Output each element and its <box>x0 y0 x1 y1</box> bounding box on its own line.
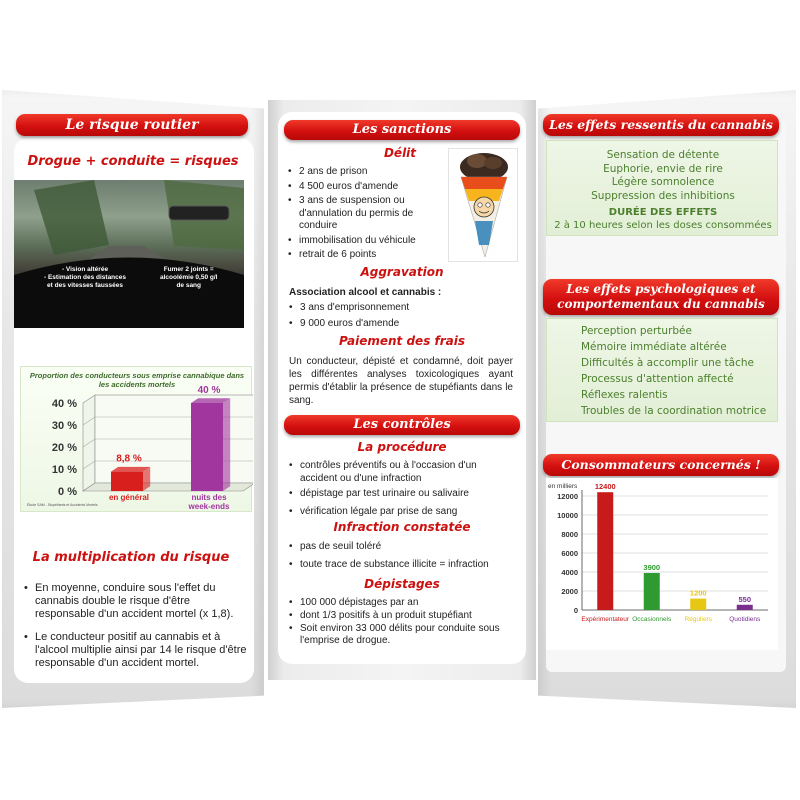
list-item: • 4 500 euros d'amende <box>288 181 444 194</box>
list-item: • vérification légale par prise de sang <box>289 506 513 519</box>
psy-banner <box>543 279 779 315</box>
x-tick-label: Réguliers <box>684 616 712 623</box>
caption-right-line: alcoolémie 0,50 g/l <box>160 274 218 281</box>
delit-list <box>288 166 444 262</box>
psy-list <box>581 323 766 419</box>
y-axis-label: en milliers <box>548 483 578 490</box>
infraction-list <box>289 541 513 571</box>
driving-photo <box>14 180 244 328</box>
x-tick-label: Expérimentateur <box>581 616 630 623</box>
psy-banner-line: comportementaux du cannabis <box>557 297 765 311</box>
bar-value-label: 1200 <box>689 588 707 598</box>
aggravation-subtitle: Association alcool et cannabis : <box>289 287 442 298</box>
photo-scene <box>14 180 244 328</box>
list-item: • Le conducteur positif au cannabis et à l'alcool multiplie ainsi par 14 le risque d'être responsable d'un accident mortel. <box>24 631 250 670</box>
depistages-heading: Dépistages <box>364 577 440 591</box>
left-chart-title: Proportion des conducteurs sous emprise cannabique dans les accidents mortels <box>29 371 245 389</box>
list-item: Difficultés à accomplir une tâche <box>581 357 754 369</box>
list-item: • 2 ans de prison <box>288 166 444 179</box>
y-tick-label: 30 % <box>51 420 77 432</box>
bar-value-label: 550 <box>738 594 752 604</box>
list-item: Perception perturbée <box>581 325 692 337</box>
bar <box>737 605 753 610</box>
y-tick-label: 4000 <box>561 568 578 577</box>
y-tick-label: 10 % <box>51 464 77 476</box>
delit-heading: Délit <box>383 146 417 160</box>
y-tick-label: 0 % <box>58 486 77 498</box>
list-item: Légère somnolence <box>611 176 715 188</box>
list-item: • toute trace de substance illicite = infraction <box>289 559 513 572</box>
caption-left-line: - Estimation des distances <box>44 274 126 281</box>
controles-banner: Les contrôles <box>284 415 520 435</box>
effets-banner: Les effets ressentis du cannabis <box>543 114 779 136</box>
left-chart <box>21 367 253 513</box>
x-tick-label: Occasionnels <box>632 616 672 623</box>
psy-box <box>546 318 778 422</box>
bar <box>690 599 706 610</box>
formula-heading: Drogue + conduite = risques <box>27 154 239 169</box>
caption-left-line: et des vitesses faussées <box>47 282 123 289</box>
duree-text: 2 à 10 heures selon les doses consommées <box>554 220 772 231</box>
list-item: • Soit environ 33 000 délits pour conduite sous l'emprise de drogue. <box>289 623 515 647</box>
left-chart-footnote: Étude SAM - Stupéfiants et Accidents Mortels <box>27 503 98 507</box>
list-item: Suppression des inhibitions <box>591 189 735 202</box>
y-tick-label: 8000 <box>561 530 578 539</box>
multiplication-list <box>24 582 250 670</box>
list-item: • immobilisation du véhicule <box>288 235 444 248</box>
list-item: • dépistage par test urinaire ou salivaire <box>289 488 513 501</box>
procedure-heading: La procédure <box>357 440 447 454</box>
list-item: Mémoire immédiate altérée <box>581 341 727 353</box>
y-tick-label: 20 % <box>51 442 77 454</box>
y-tick-label: 6000 <box>561 549 578 558</box>
sanctions-banner: Les sanctions <box>284 120 520 140</box>
caption-left-line: - Vision altérée <box>61 266 109 273</box>
photo-caption-left <box>44 266 126 290</box>
photo-caption-right <box>160 266 217 290</box>
joint-character-icon <box>449 149 519 263</box>
x-tick-label: en général <box>108 493 150 502</box>
effets-box <box>546 140 778 236</box>
list-item: • retrait de 6 points <box>288 249 444 262</box>
left-banner: Le risque routier <box>16 114 248 136</box>
x-tick-label: week-ends <box>188 502 230 511</box>
effets-list <box>547 149 779 203</box>
list-item: • 3 ans d'emprisonnement <box>289 301 509 314</box>
list-item: Sensation de détente <box>606 149 720 161</box>
conso-chart-box <box>546 478 778 650</box>
y-tick-label: 2000 <box>561 587 578 596</box>
x-tick-label: Quotidiens <box>729 616 761 623</box>
conso-banner: Consommateurs concernés ! <box>543 454 779 476</box>
bar <box>597 492 613 610</box>
aggravation-heading: Aggravation <box>360 265 444 279</box>
caption-right-line: Fumer 2 joints = <box>163 266 214 273</box>
bar-value-label: 12400 <box>594 482 616 492</box>
y-tick-label: 12000 <box>557 492 578 501</box>
infraction-heading: Infraction constatée <box>333 520 471 534</box>
list-item: Euphorie, envie de rire <box>603 162 723 175</box>
list-item: • 100 000 dépistages par an <box>289 597 515 609</box>
list-item: Réflexes ralentis <box>581 389 668 401</box>
multiplication-heading: La multiplication du risque <box>32 550 230 565</box>
bar <box>644 573 660 610</box>
y-tick-label: 40 % <box>51 398 77 410</box>
frais-heading: Paiement des frais <box>338 334 466 348</box>
bar <box>191 403 223 491</box>
list-item: • 3 ans de suspension ou d'annulation du permis de conduire <box>288 195 444 233</box>
psy-banner-line: Les effets psychologiques et <box>566 282 756 296</box>
bar-value-label: 40 % <box>197 385 221 396</box>
caption-right-line: de sang <box>176 282 201 289</box>
y-tick-label: 0 <box>573 606 578 615</box>
x-tick-label: nuits des <box>191 493 227 502</box>
list-item: Troubles de la coordination motrice <box>581 405 767 417</box>
aggravation-list <box>289 301 509 330</box>
y-tick-label: 10000 <box>557 511 578 520</box>
list-item: • En moyenne, conduire sous l'effet du cannabis double le risque d'être responsable d'un accident mortel (x 1,8). <box>24 582 250 621</box>
list-item: • pas de seuil toléré <box>289 541 513 554</box>
duree-title: DURÉE DES EFFETS <box>608 207 718 218</box>
bar <box>111 472 143 491</box>
bar-value-label: 8,8 % <box>116 453 142 465</box>
list-item: • dont 1/3 positifs à un produit stupéfiant <box>289 610 515 622</box>
left-chart-box <box>20 366 252 512</box>
conso-chart <box>546 478 778 650</box>
bar-value-label: 3900 <box>643 562 661 572</box>
list-item: • contrôles préventifs ou à l'occasion d'un accident ou d'une infraction <box>289 460 513 485</box>
joint-illustration <box>448 148 518 262</box>
frais-text: Un conducteur, dépisté et condamné, doit payer les différentes analyses toxicologiques ayant permis d'établir la présence de stupéfiants dans le sang. <box>289 356 513 406</box>
list-item: Processus d'attention affecté <box>581 373 734 385</box>
depistages-list <box>289 597 515 647</box>
procedure-list <box>289 460 513 518</box>
bar-side <box>223 398 230 491</box>
list-item: • 9 000 euros d'amende <box>289 317 509 330</box>
